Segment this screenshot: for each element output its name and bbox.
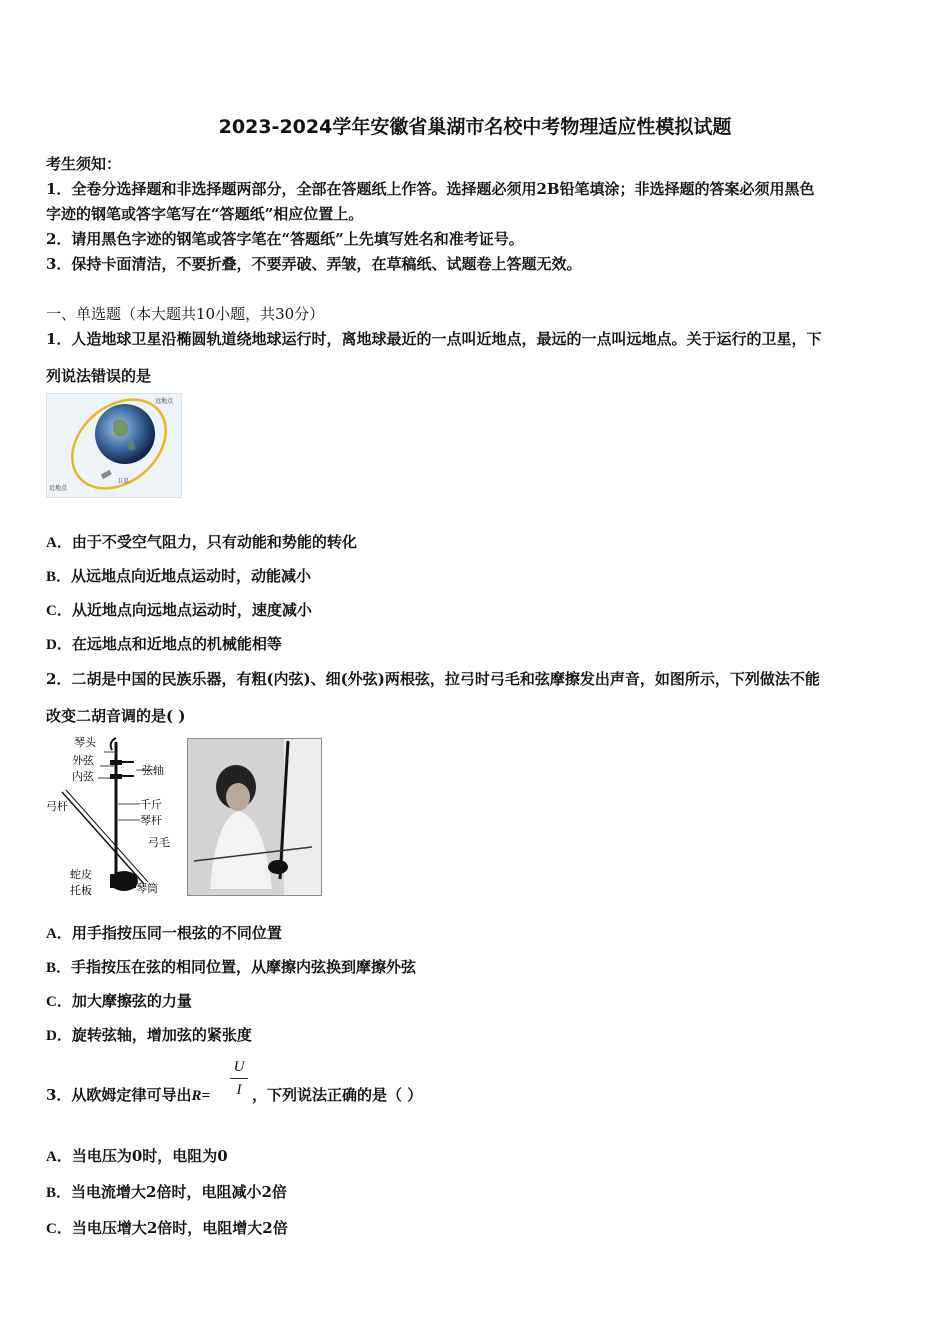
formula-variable: R=: [191, 1088, 211, 1104]
label-gongmao: 弓毛: [148, 836, 170, 849]
notice-item: 2．请用黑色字迹的钢笔或答字笔在“答题纸”上先填写姓名和准考证号。: [46, 230, 524, 248]
satellite-label: 卫星: [117, 478, 130, 485]
question-3-stem: 3．从欧姆定律可导出R=: [46, 1086, 211, 1104]
satellite-orbit-figure: [46, 393, 182, 498]
notice-item: 3．保持卡面清洁，不要折叠，不要弄破、弄皱，在草稿纸、试题卷上答题无效。: [46, 255, 582, 273]
label-xianzhou: 弦轴: [142, 764, 164, 777]
label-neixian: 内弦: [72, 770, 94, 783]
label-shepi: 蛇皮: [70, 868, 92, 881]
photo-image: [188, 739, 321, 895]
label-tuoban: 托板: [70, 884, 92, 897]
notice-item: 字迹的钢笔或答字笔写在“答题纸”相应位置上。: [46, 205, 364, 223]
satellite-icon: [101, 470, 112, 479]
option-a: A．当电压为0时，电阻为0: [46, 1147, 228, 1165]
question-3-stem-end: ，下列说法正确的是（ ）: [252, 1086, 423, 1104]
label-gonggan: 弓杆: [46, 800, 68, 813]
option-c: C．从近地点向远地点运动时，速度减小: [46, 601, 312, 619]
option-b: B．当电流增大2倍时，电阻减小2倍: [46, 1183, 287, 1201]
option-b: B．手指按压在弦的相同位置，从摩擦内弦换到摩擦外弦: [46, 958, 417, 976]
fraction-bar: [230, 1078, 248, 1079]
label-waixian: 外弦: [72, 754, 94, 767]
fraction-numerator: U: [233, 1059, 245, 1075]
label-qingan: 琴杆: [140, 814, 162, 827]
erhu-diagram: [44, 734, 180, 900]
orbit-diagram: [47, 394, 181, 497]
option-d: D．在远地点和近地点的机械能相等: [46, 635, 282, 653]
option-a: A．用手指按压同一根弦的不同位置: [46, 924, 282, 942]
label-qianjin: 千斤: [140, 798, 162, 811]
label-qintong: 琴筒: [136, 882, 158, 895]
erhu-figure: [44, 734, 180, 900]
far-point-label: 远地点: [155, 398, 174, 405]
label-qintou: 琴头: [74, 736, 96, 749]
notice-item: 1．全卷分选择题和非选择题两部分，全部在答题纸上作答。选择题必须用2B铅笔填涂；非选择题的答案必须用黑色: [46, 180, 815, 198]
erhu-player-photo: [187, 738, 322, 896]
fraction-denominator: I: [236, 1082, 242, 1098]
near-point-label: 近地点: [49, 485, 68, 492]
notice-heading: 考生须知：: [46, 155, 122, 173]
option-b: B．从远地点向近地点运动时，动能减小: [46, 567, 312, 585]
option-a: A．由于不受空气阻力，只有动能和势能的转化: [46, 533, 357, 551]
ohm-fraction: [230, 1058, 248, 1099]
question-1-stem-cont: 列说法错误的是: [46, 367, 152, 385]
question-2-stem-cont: 改变二胡音调的是( ): [46, 707, 186, 725]
option-d: D．旋转弦轴，增加弦的紧张度: [46, 1026, 252, 1044]
section-heading: 一、单选题（本大题共10小题，共30分）: [46, 305, 325, 323]
option-c: C．当电压增大2倍时，电阻增大2倍: [46, 1219, 288, 1237]
option-c: C．加大摩擦弦的力量: [46, 992, 192, 1010]
page-title: 2023-2024学年安徽省巢湖市名校中考物理适应性模拟试题: [218, 116, 732, 138]
question-1-stem: 1．人造地球卫星沿椭圆轨道绕地球运行时，离地球最近的一点叫近地点，最远的一点叫远地点。关于运行的卫星，下: [46, 330, 822, 348]
question-2-stem: 2．二胡是中国的民族乐器，有粗(内弦)、细(外弦)两根弦，拉弓时弓毛和弦摩擦发出声音，如图所示，下列做法不能: [46, 670, 820, 688]
